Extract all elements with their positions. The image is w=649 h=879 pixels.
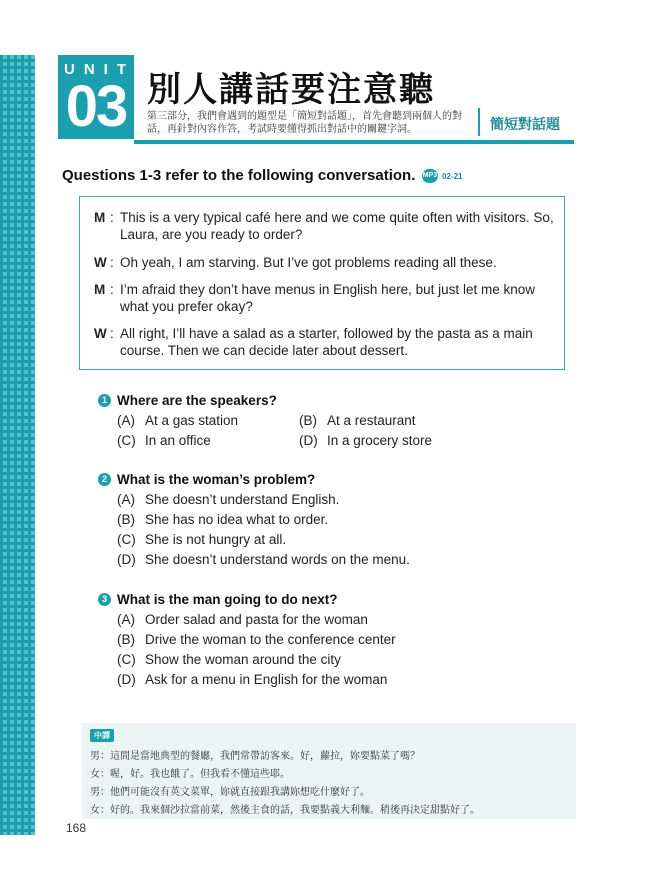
speaker-label: M (94, 282, 106, 297)
translation-line: 男：他們可能沒有英文菜單，妳就直接跟我講妳想吃什麼好了。 (90, 787, 370, 798)
answer-option[interactable] (117, 532, 286, 547)
turn-text: I’m afraid they don’t have menus in English here, but just let me know what you prefer okay? (120, 282, 535, 314)
option-label: (A) (117, 413, 135, 428)
unit-badge (58, 55, 134, 139)
conversation-turn (94, 281, 554, 315)
option-text: Ask for a menu in English for the woman (145, 672, 388, 687)
answer-option[interactable] (117, 552, 410, 567)
option-text: Drive the woman to the conference center (145, 632, 396, 647)
answer-option[interactable] (117, 433, 211, 448)
speaker-label: W (94, 255, 107, 270)
answer-option[interactable] (117, 492, 339, 507)
audio-track-number: 02-21 (442, 172, 463, 181)
speaker-label: M (94, 210, 106, 225)
conversation-turn (94, 325, 554, 359)
option-label: (A) (117, 612, 135, 627)
title-underline (134, 140, 574, 144)
option-label: (D) (117, 672, 136, 687)
translation-line: 男：這間是當地典型的餐廳，我們常帶訪客來。好，蘿拉，妳要點菜了嗎？ (90, 751, 420, 762)
question-text: What is the woman’s problem? (117, 472, 316, 487)
page-title: 別人講話要注意聽 (147, 70, 435, 110)
conversation-turn (94, 254, 554, 271)
conversation-box (79, 196, 565, 370)
translation-line: 女：喔，好。我也餓了。但我看不懂這些耶。 (90, 769, 290, 780)
option-label: (C) (117, 652, 136, 667)
question-number-badge: 2 (98, 473, 111, 486)
option-label: (B) (117, 632, 135, 647)
option-text: Show the woman around the city (145, 652, 341, 667)
colon: : (110, 326, 114, 341)
colon: : (110, 255, 114, 270)
intro-text: 第三部分，我們會遇到的題型是「簡短對話題」，首先會聽到兩個人的對話，再針對內容作答，考試時要懂得抓出對話中的關鍵字詞。 (147, 111, 462, 135)
option-text: She doesn’t understand words on the menu. (145, 552, 410, 567)
speaker-label: W (94, 326, 107, 341)
answer-option[interactable] (117, 512, 328, 527)
question-text: What is the man going to do next? (117, 592, 338, 607)
option-text: In an office (145, 433, 211, 448)
option-label: (B) (117, 512, 135, 527)
colon: : (110, 210, 114, 225)
translation-tag: 中譯 (90, 729, 114, 742)
option-label: (D) (299, 433, 318, 448)
translation-line: 女：好的。我來個沙拉當前菜，然後主食的話，我要點義大利麵。稍後再決定甜點好了。 (90, 805, 480, 816)
questions-heading: Questions 1-3 refer to the following conversation. (62, 167, 416, 184)
answer-option[interactable] (117, 632, 396, 647)
option-text: She has no idea what to order. (145, 512, 329, 527)
translation-box (82, 723, 576, 819)
colon: : (110, 282, 114, 297)
question-type-label: 簡短對話題 (490, 117, 560, 133)
audio-track-icon: MP3 (422, 169, 438, 183)
option-text: She is not hungry at all. (145, 532, 287, 547)
option-text: Order salad and pasta for the woman (145, 612, 368, 627)
header-divider (478, 108, 480, 136)
turn-text: This is a very typical café here and we come quite often with visitors. So, Laura, are you ready to order? (120, 210, 554, 242)
turn-text: Oh yeah, I am starving. But I’ve got problems reading all these. (120, 255, 497, 270)
answer-option[interactable] (117, 612, 368, 627)
answer-option[interactable] (117, 652, 341, 667)
option-text: In a grocery store (327, 433, 433, 448)
unit-word: UNIT (64, 61, 135, 78)
option-label: (A) (117, 492, 135, 507)
question-number-badge: 3 (98, 593, 111, 606)
page-number: 168 (66, 821, 87, 835)
question-text: Where are the speakers? (117, 393, 277, 408)
turn-text: All right, I’ll have a salad as a starter, followed by the pasta as a main course. Then we can decide later about dessert. (120, 326, 533, 358)
answer-option[interactable] (117, 413, 238, 428)
answer-option[interactable] (117, 672, 387, 687)
option-label: (B) (299, 413, 317, 428)
answer-option[interactable] (299, 433, 432, 448)
option-text: She doesn’t understand English. (145, 492, 340, 507)
option-label: (C) (117, 532, 136, 547)
option-text: At a gas station (145, 413, 239, 428)
option-label: (C) (117, 433, 136, 448)
decorative-side-strip (0, 55, 35, 835)
conversation-turn (94, 209, 554, 243)
question-number-badge: 1 (98, 394, 111, 407)
option-text: At a restaurant (327, 413, 416, 428)
answer-option[interactable] (299, 413, 416, 428)
option-label: (D) (117, 552, 136, 567)
unit-number: 03 (65, 74, 127, 139)
